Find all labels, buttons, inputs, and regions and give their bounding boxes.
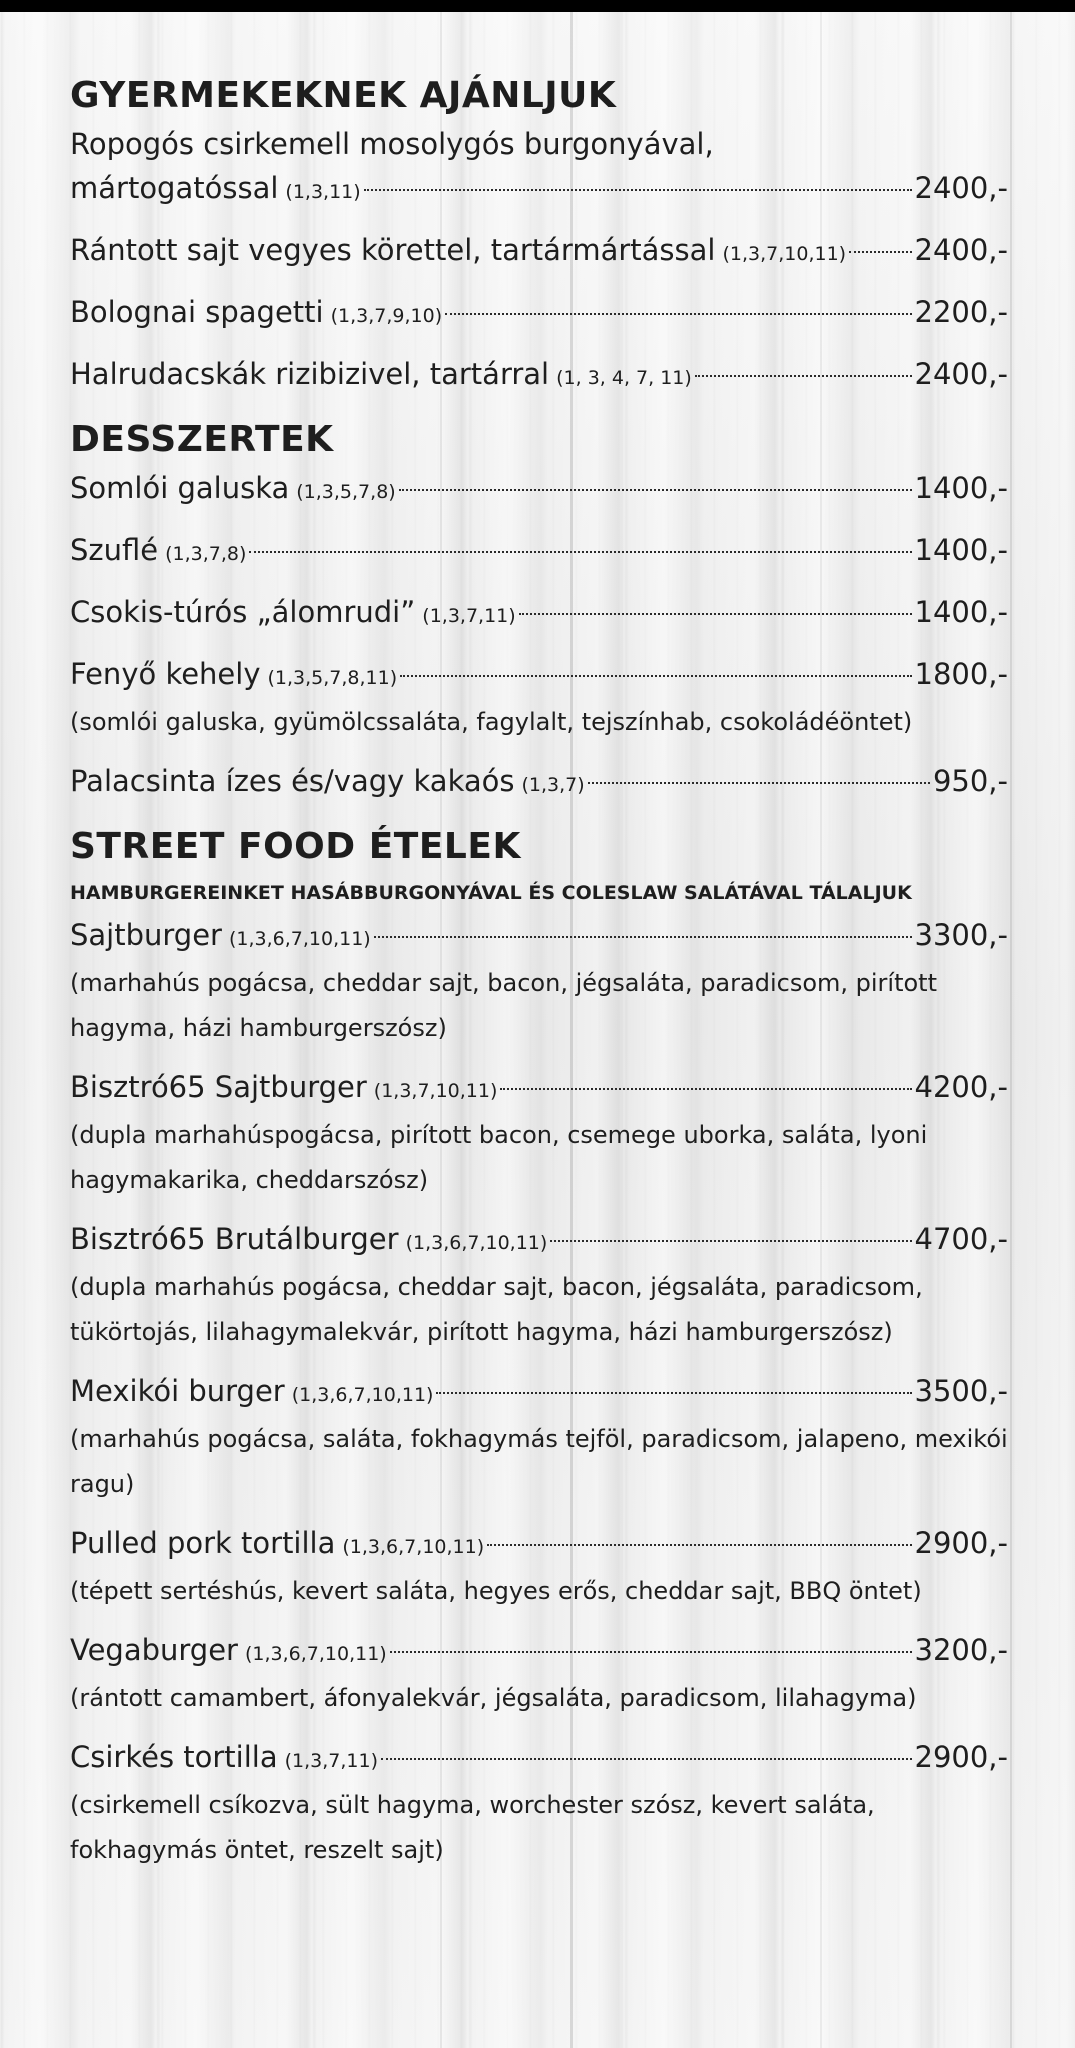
item-name: Somlói galuska: [70, 471, 290, 505]
item-price: 4700,-: [914, 1222, 1008, 1256]
item-price: 1400,-: [914, 533, 1008, 567]
item-name: Palacsinta ízes és/vagy kakaós: [70, 764, 515, 798]
item-name-first-line: Ropogós csirkemell mosolygós burgonyával,: [70, 127, 714, 161]
menu-item: [70, 290, 1008, 338]
dot-leader: [519, 613, 912, 615]
item-name: Pulled pork tortilla: [70, 1526, 336, 1560]
menu-item: [70, 228, 1008, 276]
dot-leader: [400, 675, 911, 677]
item-name: Rántott sajt vegyes körettel, tartármártással: [70, 233, 716, 267]
section-kids: [70, 70, 1008, 400]
menu-item: [70, 466, 1008, 514]
item-price: 1400,-: [914, 471, 1008, 505]
item-description: (dupla marhahús pogácsa, cheddar sajt, bacon, jégsaláta, paradicsom, tükörtojás, lilahagymalekvár, pirított hagyma, házi hamburgerszósz): [70, 1273, 923, 1346]
item-name: Vegaburger: [70, 1633, 238, 1667]
section-title: STREET FOOD ÉTELEK: [70, 826, 521, 867]
section-title: DESSZERTEK: [70, 419, 334, 460]
item-allergens: (1,3,7,11): [422, 605, 516, 627]
item-allergens: (1,3,5,7,8,11): [267, 667, 398, 689]
section-subtitle: HAMBURGEREINKET HASÁBBURGONYÁVAL ÉS COLESLAW SALÁTÁVAL TÁLALJUK: [70, 882, 912, 904]
item-allergens: (1,3,7,10,11): [722, 243, 847, 265]
section-street-food: [70, 821, 1008, 1873]
item-description: (somlói galuska, gyümölcssaláta, fagylalt, tejszínhab, csokoládéöntet): [70, 708, 913, 736]
item-allergens: (1,3,5,7,8): [296, 481, 396, 503]
menu-item: [70, 528, 1008, 576]
menu-item: [70, 1217, 1008, 1355]
item-allergens: (1,3,6,7,10,11): [228, 928, 371, 950]
dot-leader: [849, 251, 911, 253]
menu-item: [70, 1369, 1008, 1507]
item-allergens: (1,3,7,11): [284, 1750, 379, 1772]
dot-leader: [500, 1088, 911, 1090]
item-allergens: (1,3,11): [285, 181, 361, 203]
menu-item: [70, 122, 1008, 214]
item-price: 2900,-: [914, 1526, 1008, 1560]
item-allergens: (1,3,6,7,10,11): [291, 1384, 434, 1406]
item-price: 3300,-: [914, 918, 1008, 952]
section-title: GYERMEKEKNEK AJÁNLJUK: [70, 75, 617, 116]
dot-leader: [374, 936, 912, 938]
item-price: 2400,-: [914, 171, 1008, 205]
item-allergens: (1,3,7,9,10): [330, 305, 443, 327]
menu-item: [70, 913, 1008, 1051]
item-allergens: (1,3,7,10,11): [373, 1080, 498, 1102]
dot-leader: [390, 1651, 912, 1653]
item-price: 1400,-: [914, 595, 1008, 629]
menu-item: [70, 1521, 1008, 1614]
item-price: 3500,-: [914, 1374, 1008, 1408]
item-name: Halrudacskák rizibizivel, tartárral: [70, 357, 550, 391]
item-allergens: (1,3,6,7,10,11): [405, 1232, 548, 1254]
menu-page: [70, 70, 1008, 1887]
item-allergens: (1,3,7,8): [165, 543, 247, 565]
dot-leader: [364, 189, 912, 191]
item-description: (marhahús pogácsa, saláta, fokhagymás tejföl, paradicsom, jalapeno, mexikói ragu): [70, 1425, 1008, 1498]
dot-leader: [588, 782, 930, 784]
item-name: Csokis-túrós „álomrudi”: [70, 595, 416, 629]
item-description: (tépett sertéshús, kevert saláta, hegyes erős, cheddar sajt, BBQ öntet): [70, 1577, 922, 1605]
dot-leader: [550, 1240, 911, 1242]
item-name: Bisztró65 Sajtburger: [70, 1070, 367, 1104]
item-allergens: (1,3,6,7,10,11): [244, 1643, 387, 1665]
menu-item: [70, 1628, 1008, 1721]
top-bar: [0, 0, 1075, 12]
item-price: 4200,-: [914, 1070, 1008, 1104]
menu-item: [70, 1735, 1008, 1873]
menu-item: [70, 759, 1008, 807]
item-name: Csirkés tortilla: [70, 1740, 278, 1774]
menu-item: [70, 590, 1008, 638]
item-name: Bolognai spagetti: [70, 295, 324, 329]
item-allergens: (1,3,6,7,10,11): [342, 1536, 485, 1558]
dot-leader: [249, 551, 911, 553]
item-name: mártogatóssal: [70, 171, 279, 205]
item-allergens: (1, 3, 4, 7, 11): [556, 367, 692, 389]
item-description: (csirkemell csíkozva, sült hagyma, worchester szósz, kevert saláta, fokhagymás öntet, reszelt sajt): [70, 1791, 875, 1864]
item-allergens: (1,3,7): [521, 774, 585, 796]
menu-item: [70, 652, 1008, 745]
dot-leader: [487, 1544, 911, 1546]
item-price: 2400,-: [914, 357, 1008, 391]
dot-leader: [695, 375, 912, 377]
item-price: 2400,-: [914, 233, 1008, 267]
item-name: Szuflé: [70, 533, 159, 567]
wood-plank-seam: [1010, 12, 1012, 2048]
dot-leader: [445, 313, 911, 315]
item-price: 1800,-: [914, 657, 1008, 691]
item-price: 2200,-: [914, 295, 1008, 329]
item-price: 3200,-: [914, 1633, 1008, 1667]
item-name: Bisztró65 Brutálburger: [70, 1222, 399, 1256]
item-description: (dupla marhahúspogácsa, pirított bacon, csemege uborka, saláta, lyoni hagymakarika, cheddarszósz): [70, 1121, 928, 1194]
dot-leader: [436, 1392, 911, 1394]
item-name: Sajtburger: [70, 918, 222, 952]
item-name: Fenyő kehely: [70, 657, 261, 691]
item-price: 950,-: [932, 764, 1008, 798]
item-price: 2900,-: [914, 1740, 1008, 1774]
dot-leader: [399, 489, 912, 491]
item-description: (rántott camambert, áfonyalekvár, jégsaláta, paradicsom, lilahagyma): [70, 1684, 917, 1712]
item-description: (marhahús pogácsa, cheddar sajt, bacon, jégsaláta, paradicsom, pirított hagyma, házi hamburgerszósz): [70, 969, 937, 1042]
menu-item: [70, 352, 1008, 400]
dot-leader: [381, 1758, 911, 1760]
section-desserts: [70, 414, 1008, 807]
item-name: Mexikói burger: [70, 1374, 285, 1408]
menu-item: [70, 1065, 1008, 1203]
